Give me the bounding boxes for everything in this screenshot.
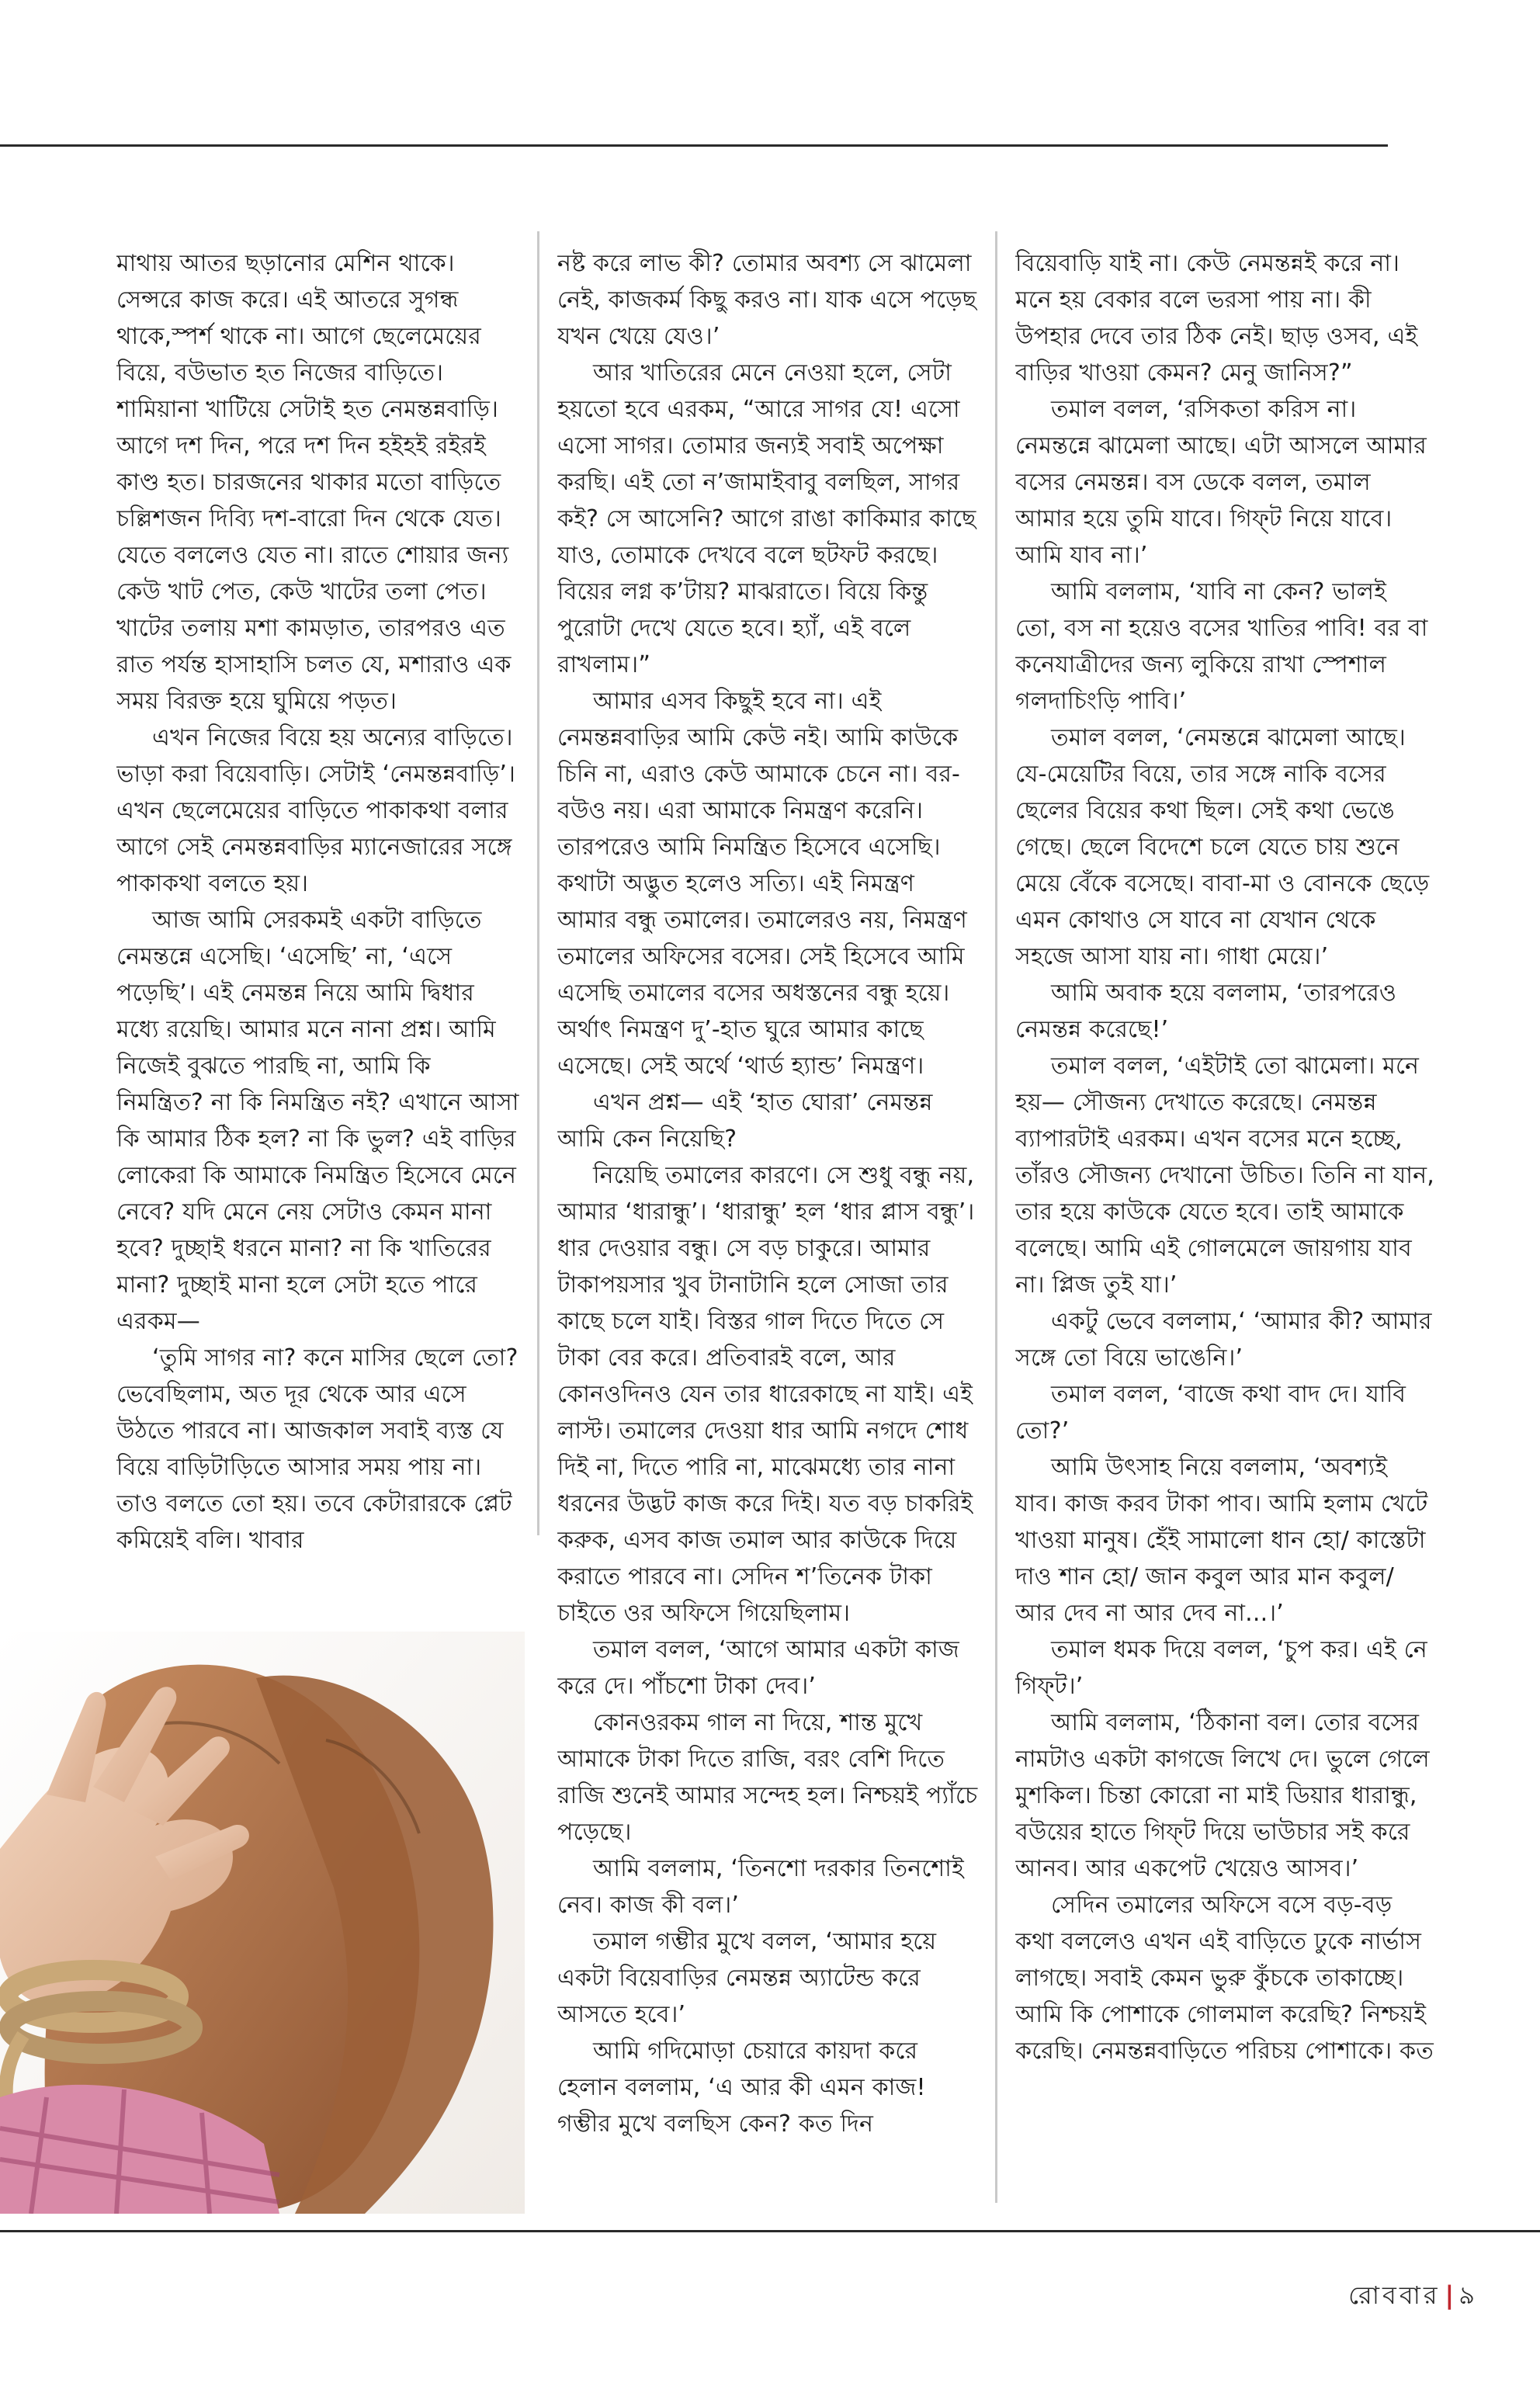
paragraph: মাথায় আতর ছড়ানোর মেশিন থাকে। সেন্সরে কাজ করে। এই আতরে সুগন্ধ থাকে,স্পর্শ থাকে না। আগে ছেলেমেয়ের বিয়ে, বউভাত হত নিজের বাড়িতে। শামিয়ানা খাটিয়ে সেটাই হত নেমন্তন্নবাড়ি। আগে দশ দিন, পরে দশ দিন হইহই রইরই কাণ্ড হত। চারজনের থাকার মতো বাড়িতে চল্লিশজন দিব্যি দশ-বারো দিন থেকে যেত। যেতে বললেও যেত না। রাতে শোয়ার জন্য কেউ খাট পেত, কেউ খাটের তলা পেত। খাটের তলায় মশা কামড়াত, তারপরও এত রাত পর্যন্ত হাসাহাসি চলত যে, মশারাও এক সময় বিরক্ত হয়ে ঘুমিয়ে পড়ত। <box>116 250 512 715</box>
footer-separator: | <box>1445 2280 1455 2310</box>
magazine-name: রোববার <box>1348 2280 1441 2310</box>
paragraph: আমি বললাম, ‘যাবি না কেন? ভালই তো, বস না হয়েও বসের খাতির পাবি! বর বা কনেযাত্রীদের জন্য লুকিয়ে রাখা স্পেশাল গলদাচিংড়ি পাবি।’ <box>1015 578 1428 715</box>
paragraph: আমি বললাম, ‘তিনশো দরকার তিনশোই নেব। কাজ কী বল।’ <box>557 1855 964 1919</box>
paragraph: তমাল বলল, ‘বাজে কথা বাদ দে। যাবি তো?’ <box>1015 1381 1406 1444</box>
paragraph: তমাল বলল, ‘রসিকতা করিস না। নেমন্তন্নে ঝামেলা আছে। এটা আসলে আমার বসের নেমন্তন্ন। বস ডেকে বলল, তমাল আমার হয়ে তুমি যাবে। গিফ্‌ট নিয়ে যাবে। আমি যাব না।’ <box>1015 396 1427 569</box>
paragraph: নিয়েছি তমালের কারণে। সে শুধু বন্ধু নয়, আমার ‘ধারান্ধু’। ‘ধারান্ধু’ হল ‘ধার প্লাস বন্ধু’। ধার দেওয়ার বন্ধু। সে বড় চাকুরে। আমার টাকাপয়সার খুব টানাটানি হলে সোজা তার কাছে চলে যাই। বিস্তর গাল দিতে দিতে সে টাকা বের করে। প্রতিবারই বলে, আর কোনওদিনও যেন তার ধারেকাছে না যাই। এই লাস্ট। তমালের দেওয়া ধার আমি নগদে শোধ দিই না, দিতে পারি না, মাঝেমধ্যে তার নানা ধরনের উদ্ভট কাজ করে দিই। যত বড় চাকরিই করুক, এসব কাজ তমাল আর কাউকে দিয়ে করাতে পারবে না। সেদিন শ’তিনেক টাকা চাইতে ওর অফিসে গিয়েছিলাম। <box>557 1162 975 1627</box>
paragraph: আজ আমি সেরকমই একটা বাড়িতে নেমন্তন্নে এসেছি। ‘এসেছি’ না, ‘এসে পড়েছি’। এই নেমন্তন্ন নিয়ে আমি দ্বিধার মধ্যে রয়েছি। আমার মনে নানা প্রশ্ন। আমি নিজেই বুঝতে পারছি না, আমি কি নিমন্ত্রিত? না কি নিমন্ত্রিত নই? এখানে আসা কি আমার ঠিক হল? না কি ভুল? এই বাড়ির লোকেরা কি আমাকে নিমন্ত্রিত হিসেবে মেনে নেবে? যদি মেনে নেয় সেটাও কেমন মানা হবে? দুচ্ছাই ধরনে মানা? না কি খাতিরের মানা? দুচ্ছাই মানা হলে সেটা হতে পারে এরকম— <box>116 907 519 1335</box>
paragraph: নষ্ট করে লাভ কী? তোমার অবশ্য সে ঝামেলা নেই, কাজকর্ম কিছু করও না। যাক এসে পড়েছ যখন খেয়ে যেও।’ <box>557 250 977 350</box>
column-3 <box>1015 245 1434 2186</box>
column-1 <box>116 245 520 1565</box>
paragraph: তমাল গম্ভীর মুখে বলল, ‘আমার হয়ে একটা বিয়েবাড়ির নেমন্তন্ন অ্যাটেন্ড করে আসতে হবে।’ <box>557 1928 937 2028</box>
page-footer <box>1348 2276 1478 2318</box>
paragraph: আমার এসব কিছুই হবে না। এই নেমন্তন্নবাড়ির আমি কেউ নই। আমি কাউকে চিনি না, এরাও কেউ আমাকে চেনে না। বর-বউও নয়। এরা আমাকে নিমন্ত্রণ করেনি। তারপরেও আমি নিমন্ত্রিত হিসেবে এসেছি। কথাটা অদ্ভুত হলেও সত্যি। এই নিমন্ত্রণ আমার বন্ধু তমালের। তমালেরও নয়, নিমন্ত্রণ তমালের অফিসের বসের। সেই হিসেবে আমি এসেছি তমালের বসের অধস্তনের বন্ধু হয়ে। অর্থাৎ নিমন্ত্রণ দু’-হাত ঘুরে আমার কাছে এসেছে। সেই অর্থে ‘থার্ড হ্যান্ড’ নিমন্ত্রণ। <box>557 688 967 1080</box>
paragraph: বিয়েবাড়ি যাই না। কেউ নেমন্তন্নই করে না। মনে হয় বেকার বলে ভরসা পায় না। কী উপহার দেবে তার ঠিক নেই। ছাড় ওসব, এই বাড়ির খাওয়া কেমন? মেনু জানিস?” <box>1015 250 1418 387</box>
paragraph: কোনওরকম গাল না দিয়ে, শান্ত মুখে আমাকে টাকা দিতে রাজি, বরং বেশি দিতে রাজি শুনেই আমার সন্দেহ হল। নিশ্চয়ই প্যাঁচে পড়েছে। <box>557 1709 978 1846</box>
bottom-rule <box>0 2230 1540 2232</box>
paragraph: তমাল ধমক দিয়ে বলল, ‘চুপ কর। এই নে গিফ্‌ট।’ <box>1015 1636 1427 1700</box>
page-number: ৯ <box>1458 2280 1478 2310</box>
paragraph: আমি উৎসাহ নিয়ে বললাম, ‘অবশ্যই যাব। কাজ করব টাকা পাব। আমি হলাম খেটে খাওয়া মানুষ। হেঁই সামালো ধান হো/ কাস্তেটা দাও শান হো/ জান কবুল আর মান কবুল/ আর দেব না আর দেব না...।’ <box>1015 1454 1428 1627</box>
paragraph: তমাল বলল, ‘নেমন্তন্নে ঝামেলা আছে। যে-মেয়েটির বিয়ে, তার সঙ্গে নাকি বসের ছেলের বিয়ের কথা ছিল। সেই কথা ভেঙে গেছে। ছেলে বিদেশে চলে যেতে চায় শুনে মেয়ে বেঁকে বসেছে। বাবা-মা ও বোনকে ছেড়ে এমন কোথাও সে যাবে না যেখান থেকে সহজে আসা যায় না। গাধা মেয়ে।’ <box>1015 724 1430 970</box>
column-divider-2 <box>995 231 997 2203</box>
paragraph: এখন প্রশ্ন— এই ‘হাত ঘোরা’ নেমন্তন্ন আমি কেন নিয়েছি? <box>557 1089 933 1153</box>
paragraph: আর খাতিরের মেনে নেওয়া হলে, সেটা হয়তো হবে এরকম, “আরে সাগর যে! এসো এসো সাগর। তোমার জন্যই সবাই অপেক্ষা করছি। এই তো ন’জামাইবাবু বলছিল, সাগর কই? সে আসেনি? আগে রাঙা কাকিমার কাছে যাও, তোমাকে দেখবে বলে ছটফট করছে। বিয়ের লগ্ন ক’টায়? মাঝরাতে। বিয়ে কিন্তু পুরোটা দেখে যেতে হবে। হ্যাঁ, এই বলে রাখলাম।” <box>557 359 976 678</box>
paragraph: ‘তুমি সাগর না? কনে মাসির ছেলে তো? ভেবেছিলাম, অত দূর থেকে আর এসে উঠতে পারবে না। আজকাল সবাই ব্যস্ত যে বিয়ে বাড়িটাড়িতে আসার সময় পায় না। তাও বলতে তো হয়। তবে কেটারারকে প্লেট কমিয়েই বলি। খাবার <box>116 1344 519 1554</box>
paragraph: সেদিন তমালের অফিসে বসে বড়-বড় কথা বললেও এখন এই বাড়িতে ঢুকে নার্ভাস লাগছে। সবাই কেমন ভুরু কুঁচকে তাকাচ্ছে। আমি কি পোশাকে গোলমাল করেছি? নিশ্চয়ই করেছি। নেমন্তন্নবাড়িতে পরিচয় পোশাকে। কত <box>1015 1892 1434 2065</box>
column-2 <box>557 245 978 2186</box>
paragraph: আমি বললাম, ‘ঠিকানা বল। তোর বসের নামটাও একটা কাগজে লিখে দে। ভুলে গেলে মুশকিল। চিন্তা কোরো না মাই ডিয়ার ধারান্ধু, বউয়ের হাতে গিফ্‌ট দিয়ে ভাউচার সই করে আনব। আর একপেট খেয়েও আসব।’ <box>1015 1709 1430 1882</box>
paragraph: তমাল বলল, ‘এইটাই তো ঝামেলা। মনে হয়— সৌজন্য দেখাতে করেছে। নেমন্তন্ন ব্যাপারটাই এরকম। এখন বসের মনে হচ্ছে, তাঁরও সৌজন্য দেখানো উচিত। তিনি না যান, তার হয়ে কাউকে যেতে হবে। তাই আমাকে বলেছে। আমি এই গোলমেলে জায়গায় যাব না। প্লিজ তুই যা।’ <box>1015 1053 1434 1299</box>
paragraph: এখন নিজের বিয়ে হয় অন্যের বাড়িতে। ভাড়া করা বিয়েবাড়ি। সেটাই ‘নেমন্তন্নবাড়ি’। এখন ছেলেমেয়ের বাড়িতে পাকাকথা বলার আগে সেই নেমন্তন্নবাড়ির ম্যানেজারের সঙ্গে পাকাকথা বলতে হয়। <box>116 724 516 897</box>
paragraph: আমি গদিমোড়া চেয়ারে কায়দা করে হেলান বললাম, ‘এ আর কী এমন কাজ! গম্ভীর মুখে বলছিস কেন? কত দিন <box>557 2038 926 2138</box>
paragraph: একটু ভেবে বললাম,‘ ‘আমার কী? আমার সঙ্গে তো বিয়ে ভাঙেনি।’ <box>1015 1308 1432 1372</box>
bound-hands-illustration <box>0 1632 525 2214</box>
top-rule <box>0 144 1388 147</box>
paragraph: আমি অবাক হয়ে বললাম, ‘তারপরেও নেমন্তন্ন করেছে!’ <box>1015 980 1397 1043</box>
paragraph: তমাল বলল, ‘আগে আমার একটা কাজ করে দে। পাঁচশো টাকা দেব।’ <box>557 1636 959 1700</box>
column-divider-1 <box>537 231 539 1535</box>
